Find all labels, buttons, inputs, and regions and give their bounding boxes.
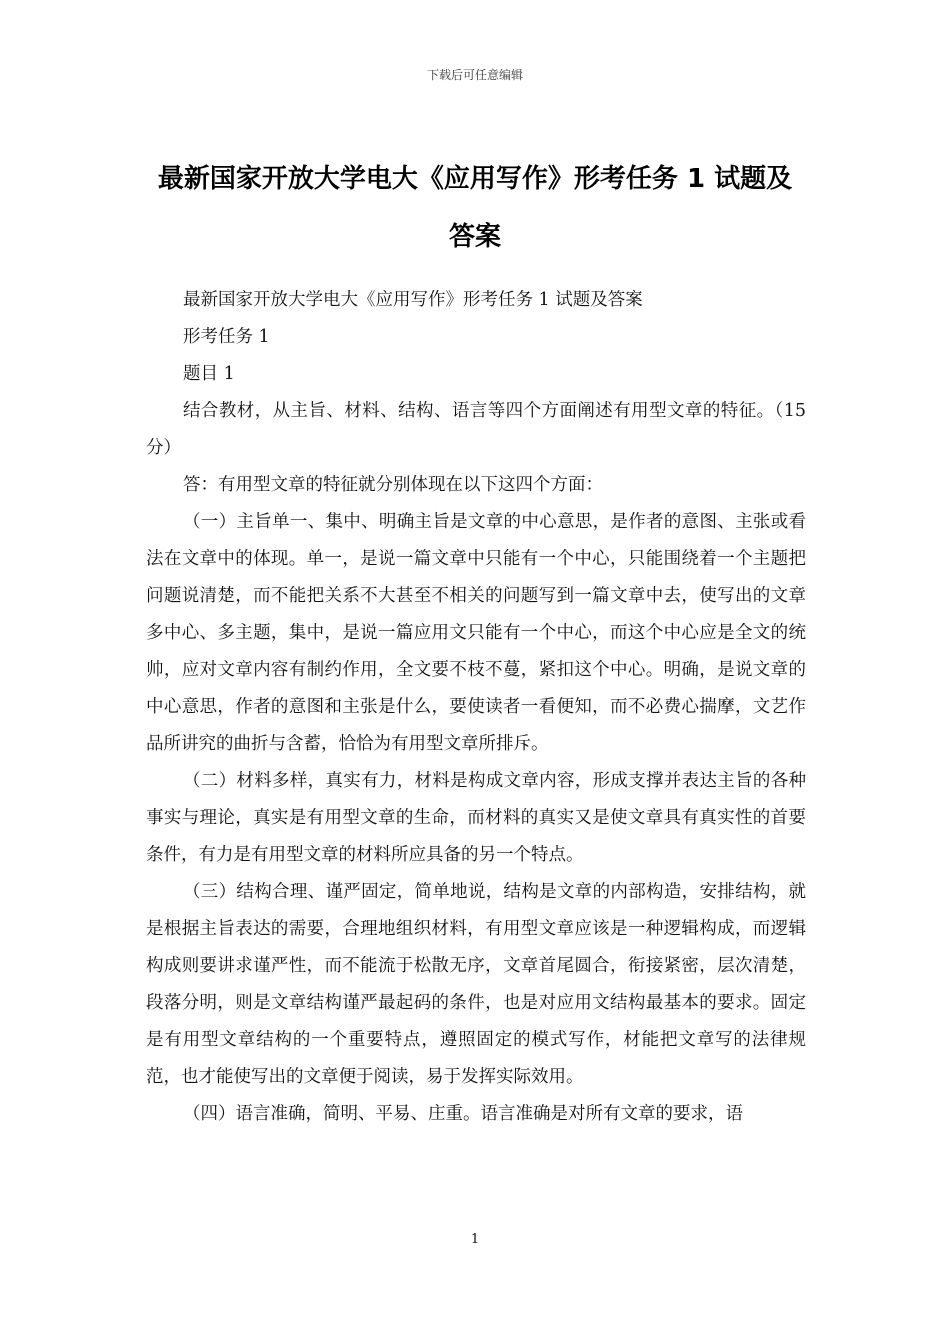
document-body (146, 282, 806, 1133)
paragraph-point-3: （三）结构合理、谨严固定，简单地说，结构是文章的内部构造，安排结构，就是根据主旨表达的需要，合理地组织材料，有用型文章应该是一种逻辑构成，而逻辑构成则要讲求谨严性，而不能流于松散无序，文章首尾圆合，衔接紧密，层次清楚，段落分明，则是文章结构谨严最起码的条件，也是对应用文结构最基本的要求。固定是有用型文章结构的一个重要特点，遵照固定的模式写作，材能把文章写的法律规范，也才能使写出的文章便于阅读，易于发挥实际效用。 (146, 882, 806, 1087)
paragraph-answer-intro: 答：有用型文章的特征就分别体现在以下这四个方面： (183, 475, 603, 495)
paragraph-question: 结合教材，从主旨、材料、结构、语言等四个方面阐述有用型文章的特征。（15 分） (146, 401, 806, 458)
paragraph-point-2: （二）材料多样，真实有力，材料是构成文章内容，形成支撑并表达主旨的各种事实与理论，真实是有用型文章的生命，而材料的真实又是使文章具有真实性的首要条件，有力是有用型文章的材料所应具备的另一个特点。 (146, 771, 806, 865)
page-header: 下载后可任意编辑 (426, 68, 523, 82)
document-title: 最新国家开放大学电大《应用写作》形考任务 1 试题及答案 (157, 164, 793, 252)
paragraph-question-number: 题目 1 (183, 364, 235, 384)
page-number: 1 (470, 1232, 480, 1247)
paragraph-subtitle: 最新国家开放大学电大《应用写作》形考任务 1 试题及答案 (183, 290, 643, 310)
paragraph-point-4: （四）语言准确，简明、平易、庄重。语言准确是对所有文章的要求，语 (183, 1104, 743, 1124)
paragraph-task: 形考任务 1 (183, 327, 270, 347)
paragraph-point-1: （一）主旨单一、集中、明确主旨是文章的中心意思，是作者的意图、主张或看法在文章中的体现。单一，是说一篇文章中只能有一个中心，只能围绕着一个主题把问题说清楚，而不能把关系不大甚至不相关的问题写到一篇文章中去，使写出的文章多中心、多主题，集中，是说一篇应用文只能有一个中心，而这个中心应是全文的统帅，应对文章内容有制约作用，全文要不枝不蔓，紧扣这个中心。明确，是说文章的中心意思，作者的意图和主张是什么，要使读者一看便知，而不必费心揣摩，文艺作品所讲究的曲折与含蓄，恰恰为有用型文章所排斥。 (146, 512, 806, 754)
